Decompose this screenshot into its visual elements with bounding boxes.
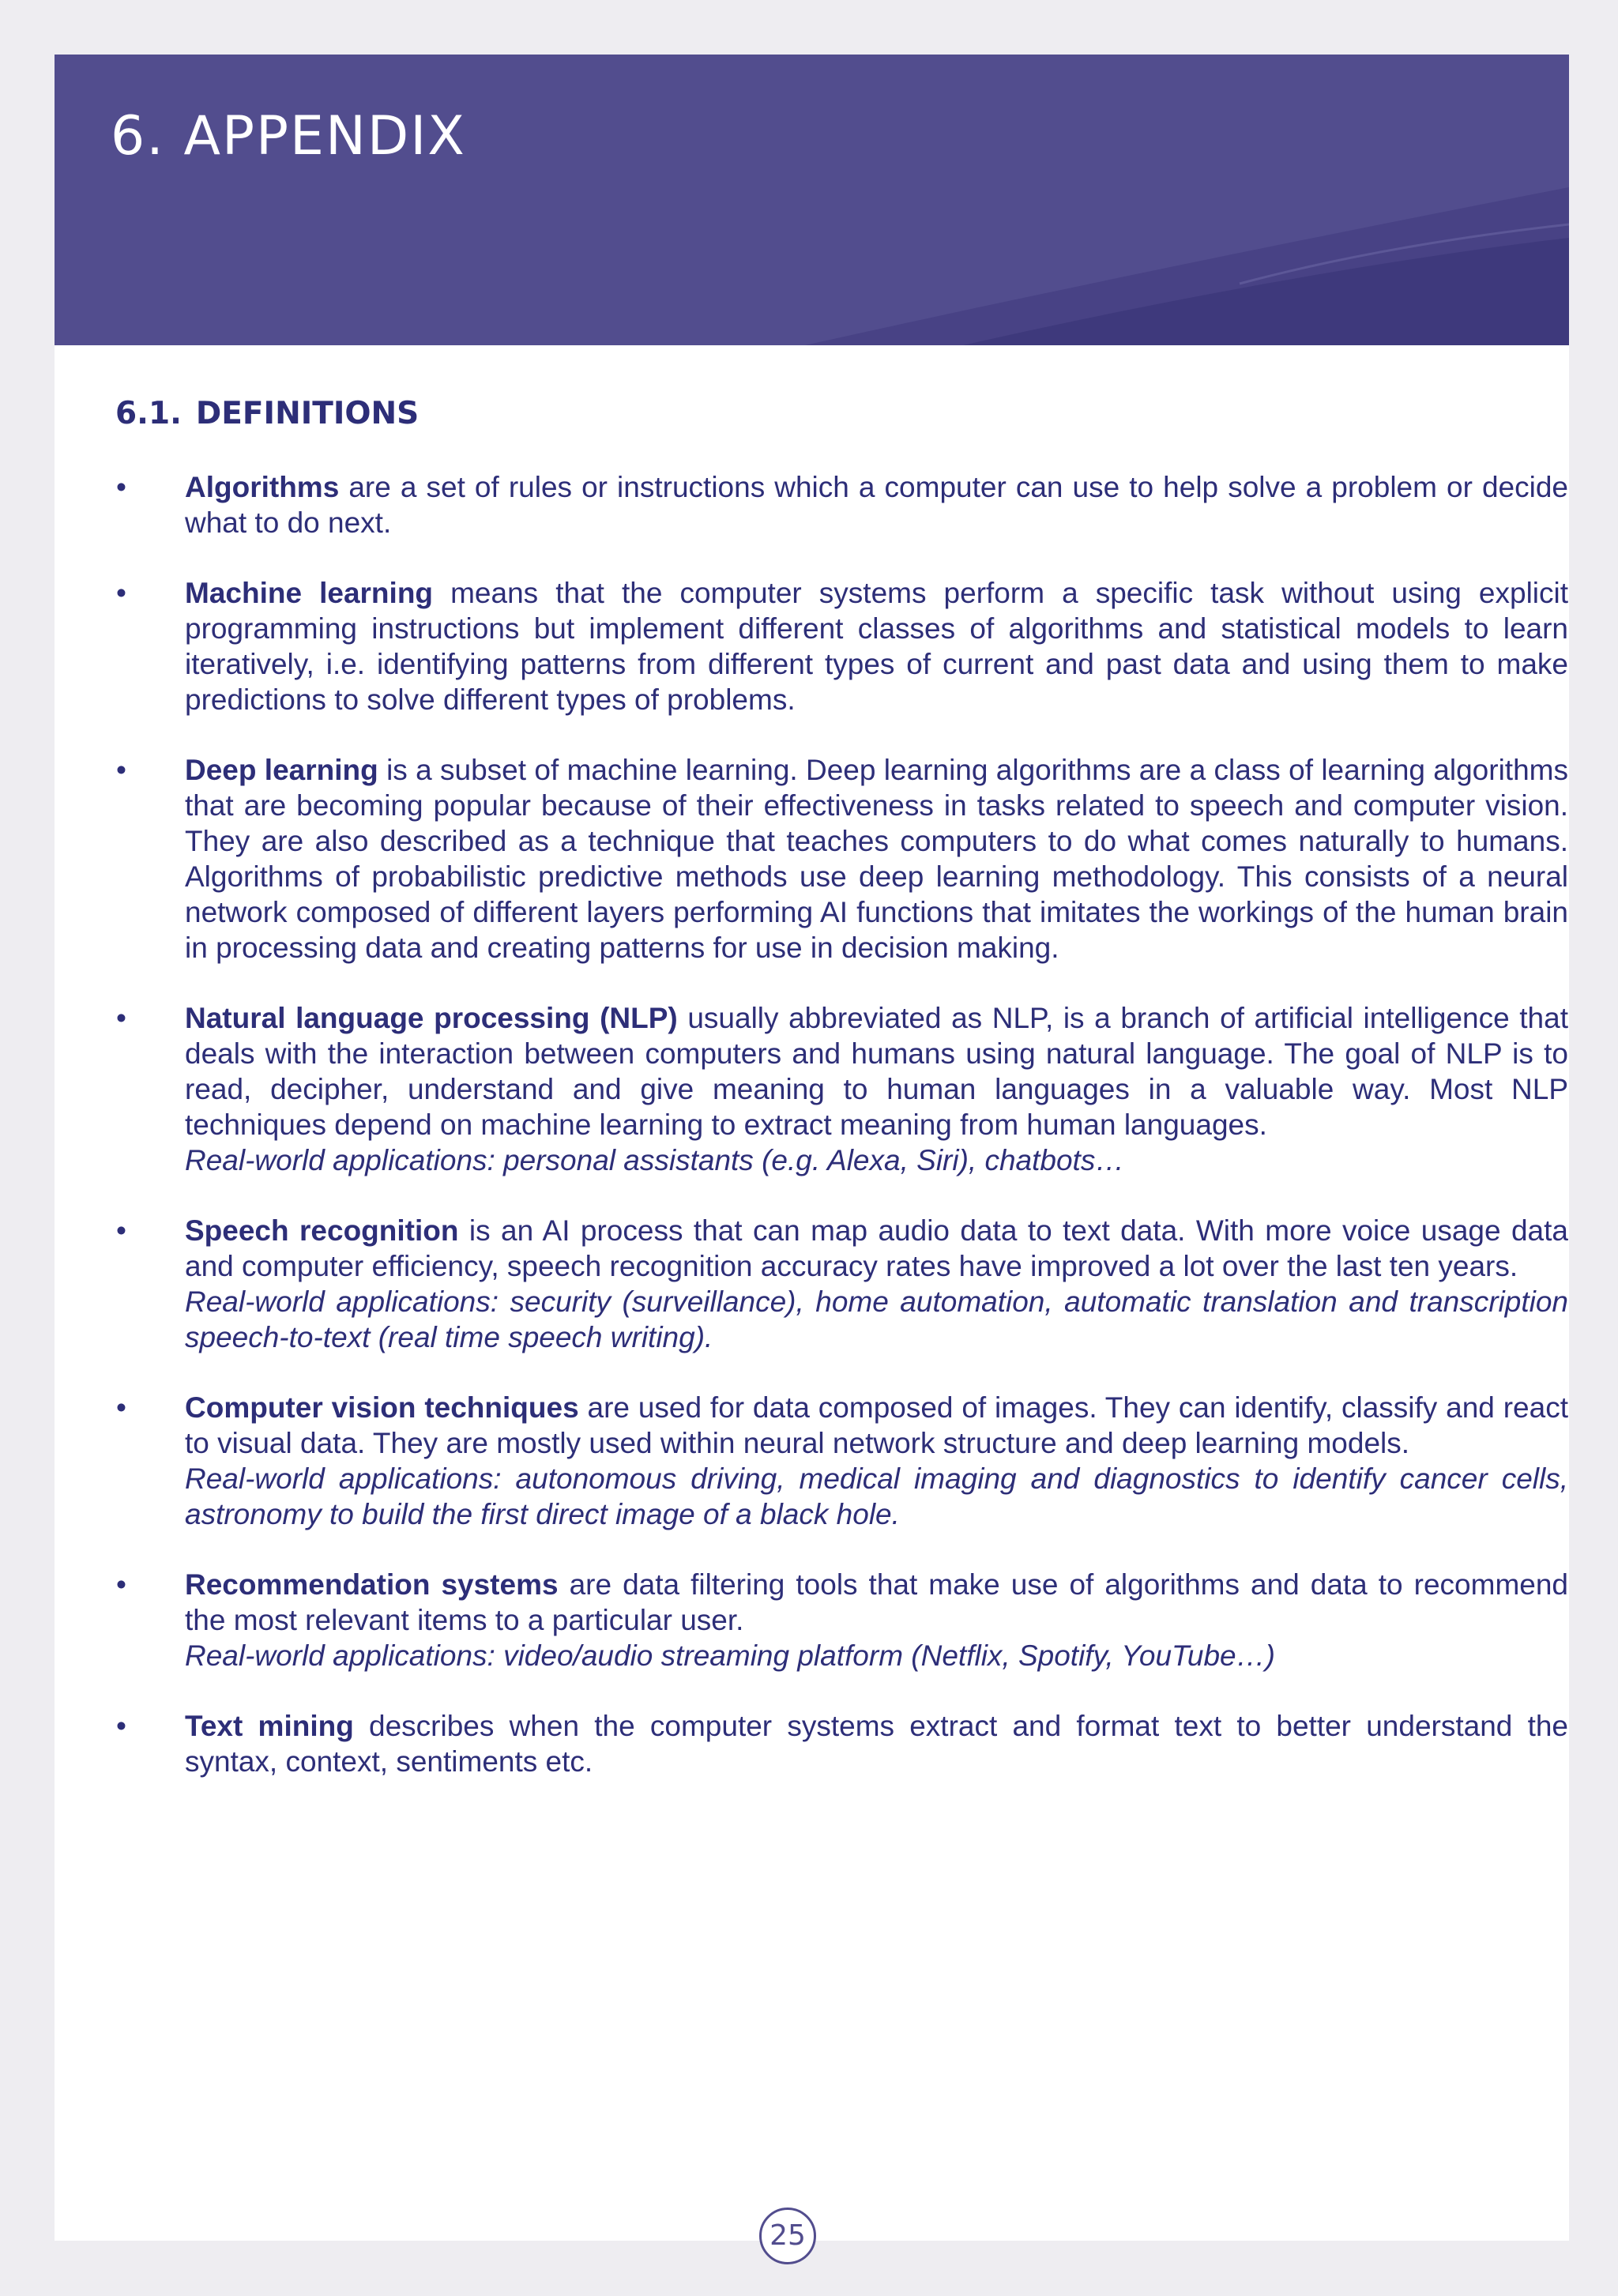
bullet: • <box>116 471 126 503</box>
definition-applications: Real-world applications: personal assistants (e.g. Alexa, Siri), chatbots… <box>185 1144 1125 1176</box>
definition-term: Machine learning <box>185 577 434 609</box>
definition-text: are a set of rules or instructions which a computer can use to help solve a problem or decide what to do next. <box>185 471 1568 539</box>
definition-term: Speech recognition <box>185 1214 459 1247</box>
page-number-badge: 25 <box>759 2208 816 2264</box>
bullet: • <box>116 1002 126 1034</box>
bullet: • <box>116 1710 126 1742</box>
bullet: • <box>116 577 126 609</box>
definition-term: Text mining <box>185 1710 354 1742</box>
bullet: • <box>116 754 126 786</box>
definition-term: Natural language processing (NLP) <box>185 1002 678 1034</box>
definition-text: describes when the computer systems extract and format text to better understand the syntax, context, sentiments etc. <box>185 1710 1569 1778</box>
bullet: • <box>116 1391 126 1424</box>
definition-applications: Real-world applications: video/audio streaming platform (Netflix, Spotify, YouTube…) <box>185 1639 1275 1672</box>
bullet: • <box>116 1214 126 1247</box>
definition-item-text-mining <box>116 1708 1569 1779</box>
definition-applications: Real-world applications: autonomous driving, medical imaging and diagnostics to identify cancer cells, astronomy to build the first direct image of a black hole. <box>185 1462 1568 1530</box>
definition-term: Computer vision techniques <box>185 1391 579 1424</box>
definition-term: Algorithms <box>185 471 340 503</box>
definition-text: means that the computer systems perform a specific task without using explicit programming instructions but implement different classes of algorithms and statistical models to learn iteratively, i.e. identifying patterns from different types of current and past data and using them to make predictions to solve different types of problems. <box>185 577 1569 716</box>
definition-item-computer-vision <box>116 1390 1568 1532</box>
header-banner <box>55 55 1569 345</box>
definition-item-deep-learning <box>116 752 1568 965</box>
definition-text: usually abbreviated as NLP, is a branch of artificial intelligence that deals with the interaction between computers and humans using natural language. The goal of NLP is to read, decipher, understand and give meaning to human languages in a valuable way. Most NLP techniques depend on machine learning to extract meaning from human languages. <box>185 1002 1568 1141</box>
chapter-title: 6. APPENDIX <box>111 105 466 167</box>
section-number: 6.1. <box>115 396 182 431</box>
definition-applications: Real-world applications: security (surveillance), home automation, automatic translation and transcription speech-to-text (real time speech writing). <box>185 1285 1568 1353</box>
definition-item-speech-recognition <box>116 1213 1568 1355</box>
definition-item-recommendation-systems <box>116 1567 1568 1673</box>
definition-item-algorithms <box>116 469 1568 540</box>
banner-wave-decoration <box>55 55 1569 345</box>
definition-text: is an AI process that can map audio data to text data. With more voice usage data and computer efficiency, speech recognition accuracy rates have improved a lot over the last ten years. <box>185 1214 1568 1282</box>
section-title: DEFINITIONS <box>195 396 420 431</box>
section-heading <box>115 396 419 431</box>
definition-term: Deep learning <box>185 754 378 786</box>
definition-text: is a subset of machine learning. Deep learning algorithms are a class of learning algorithms that are becoming popular because of their effectiveness in tasks related to speech and computer vision. They are also described as a technique that teaches computers to do what comes naturally to humans. Algorithms of probabilistic predictive methods use deep learning methodology. This consists of a neural network composed of different layers performing AI functions that imitates the workings of the human brain in processing data and creating patterns for use in decision making. <box>185 754 1568 964</box>
bullet: • <box>116 1568 126 1601</box>
document-page <box>55 55 1569 2241</box>
definition-term: Recommendation systems <box>185 1568 559 1601</box>
definitions-list <box>116 469 1569 1814</box>
definition-text: are used for data composed of images. They can identify, classify and react to visual data. They are mostly used within neural network structure and deep learning models. <box>185 1391 1568 1459</box>
definition-item-nlp <box>116 1000 1568 1178</box>
definition-item-machine-learning <box>116 575 1569 717</box>
definition-text: are data filtering tools that make use of algorithms and data to recommend the most relevant items to a particular user. <box>185 1568 1568 1636</box>
